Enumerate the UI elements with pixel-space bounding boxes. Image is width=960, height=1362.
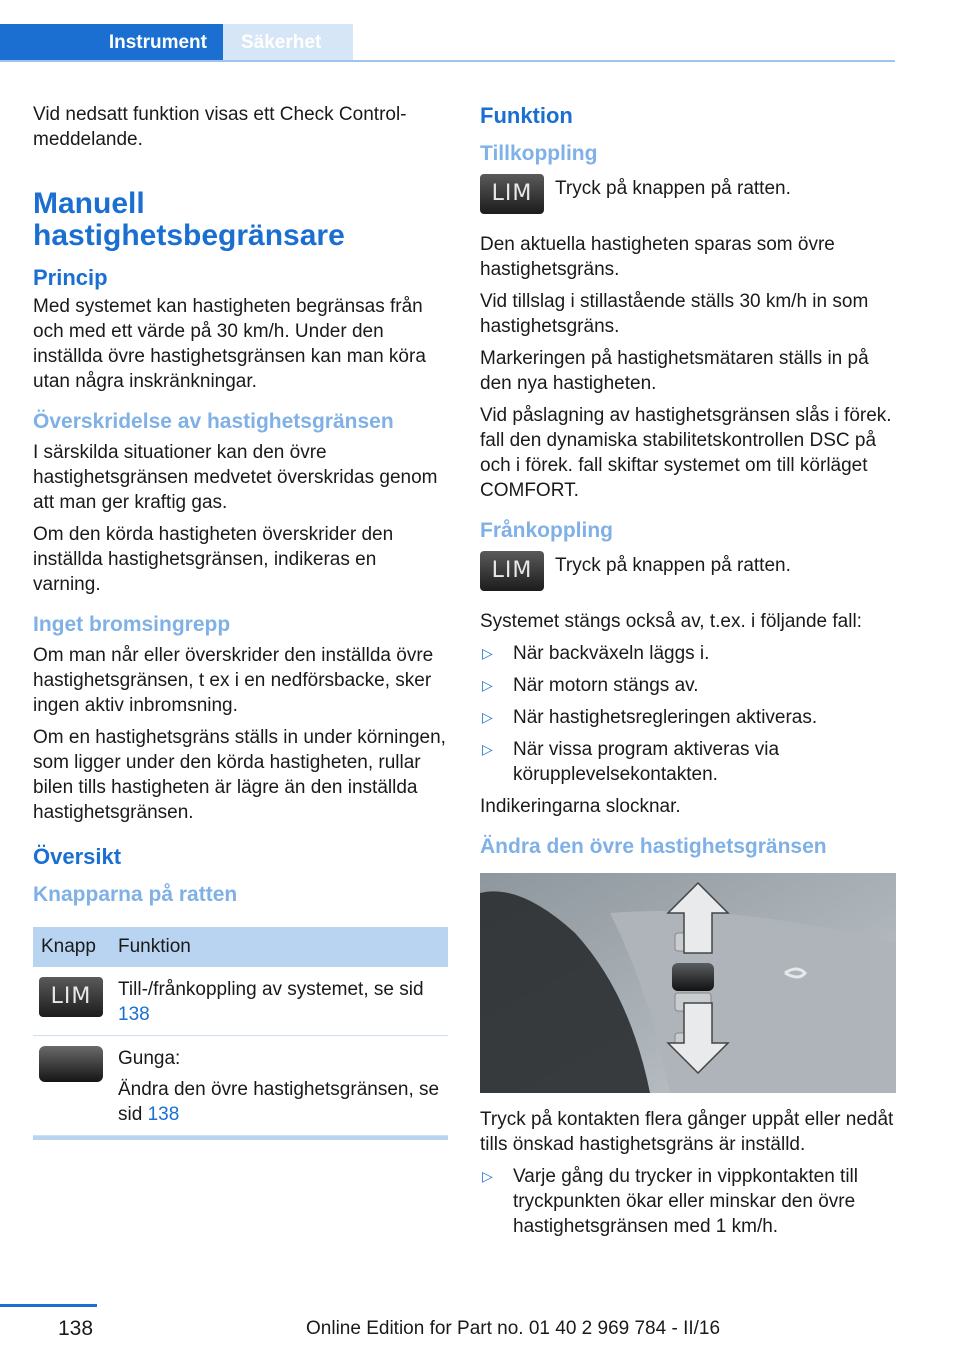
till-text-4: Vid påslagning av hastighetsgränsen slås i förek. fall den dynamiska stabilitetskontrollen DSC på och i förek. fall skiftar systemet om till körläget COMFORT. <box>480 405 892 501</box>
table-cell-text <box>110 1036 448 1136</box>
list-item: ▷ När backväxeln läggs i. <box>482 643 710 664</box>
funktion-heading: Funktion <box>480 103 573 128</box>
page-link[interactable]: 138 <box>118 1004 150 1025</box>
andra-list <box>480 1164 896 1239</box>
fran-list <box>480 641 896 787</box>
footer-rule <box>0 1304 97 1307</box>
col-funktion: Funktion <box>110 927 448 967</box>
andra-heading: Ändra den övre hastighetsgränsen <box>480 835 827 858</box>
overskridelse-text-1: I särskilda situationer kan den övre hastighetsgränsen medvetet överskridas genom att man ger kraftig gas. <box>33 442 438 513</box>
broms-text-1: Om man når eller överskrider den inställda övre hastighetsgränsen, t ex i en nedförsbacke, sker ingen aktiv inbromsning. <box>33 645 434 716</box>
page-link[interactable]: 138 <box>147 1104 180 1125</box>
buttons-table <box>33 927 448 1136</box>
online-edition-text: Online Edition for Part no. 01 40 2 969 784 - II/16 <box>306 1318 721 1339</box>
till-text-3: Markeringen på hastighetsmätaren ställs in på den nya hastigheten. <box>480 348 869 394</box>
triangle-bullet-icon: ▷ <box>482 1168 493 1184</box>
triangle-bullet-icon: ▷ <box>482 677 493 693</box>
broms-text-2: Om en hastighetsgräns ställs in under körningen, som ligger under den körda hastigheten, rullar bilen tills hastigheten är lägre än den inställda hastighetsgränsen. <box>33 727 446 823</box>
table-cell-text <box>110 967 448 1036</box>
row1-text: Till-/frånkoppling av systemet, se sid <box>118 979 424 1000</box>
row2-text-2: Ändra den övre hastighetsgränsen, se sid 138 <box>118 1079 440 1125</box>
frankoppling-press-text: Tryck på knappen på ratten. <box>555 555 791 576</box>
tab-sakerhet[interactable] <box>223 24 353 60</box>
table-cell-icon <box>33 967 110 1036</box>
table-row <box>33 1036 448 1136</box>
table-cell-icon <box>33 1036 110 1136</box>
list-item: ▷ När motorn stängs av. <box>482 675 699 696</box>
tab-sakerhet-label: Säkerhet <box>241 32 322 53</box>
list-item: ▷ Varje gång du trycker in vippkontakten till tryckpunkten ökar eller minskar den övre hastighetsgränsen med 1 km/h. <box>482 1166 858 1237</box>
frankoppling-heading: Frånkoppling <box>480 519 613 542</box>
steering-wheel-illustration <box>480 873 896 1093</box>
fran-text-2: Indikeringarna slocknar. <box>480 796 681 817</box>
frankoppling-button-row <box>480 551 896 597</box>
andra-text-1: Tryck på kontakten flera gånger uppåt eller nedåt tills önskad hastighetsgräns är inställd. <box>480 1109 894 1155</box>
princip-heading: Princip <box>33 265 108 290</box>
header-divider <box>0 60 895 62</box>
steering-wheel-photo <box>480 873 896 1093</box>
tab-instrument-label: Instrument <box>108 32 207 53</box>
oversikt-heading: Översikt <box>33 844 122 869</box>
overskridelse-heading: Överskridelse av hastighetsgränsen <box>33 410 394 433</box>
fran-text-1: Systemet stängs också av, t.ex. i följande fall: <box>480 611 862 632</box>
princip-text: Med systemet kan hastigheten begränsas från och med ett värde på 30 km/h. Under den inställda övre hastighetsgränsen kan man köra utan några inskränkningar. <box>33 296 426 392</box>
triangle-bullet-icon: ▷ <box>482 709 493 725</box>
list-item: ▷ När hastighetsregleringen aktiveras. <box>482 707 818 728</box>
list-item: ▷ När vissa program aktiveras via körupplevelsekontakten. <box>482 739 780 785</box>
knappar-heading: Knapparna på ratten <box>33 883 238 906</box>
tillkoppling-press-text: Tryck på knappen på ratten. <box>555 178 791 199</box>
overskridelse-text-2: Om den körda hastigheten överskrider den inställda hastighetsgränsen, indikeras en varning. <box>33 524 394 595</box>
table-bottom-rule <box>33 1136 448 1140</box>
lim-button-icon: LIM <box>480 551 544 591</box>
rocker-switch-icon <box>39 1046 103 1082</box>
triangle-bullet-icon: ▷ <box>482 741 493 757</box>
page-title: Manuell hastighetsbegränsare <box>33 187 345 252</box>
page-number: 138 <box>58 1317 94 1340</box>
till-text-2: Vid tillslag i stillastående ställs 30 km/h in som hastighetsgräns. <box>480 291 869 337</box>
triangle-bullet-icon: ▷ <box>482 645 493 661</box>
row2-text-1: Gunga: <box>118 1048 181 1069</box>
tab-instrument[interactable] <box>0 24 223 62</box>
till-text-1: Den aktuella hastigheten sparas som övre hastighetsgräns. <box>480 234 835 280</box>
table-row <box>33 967 448 1036</box>
tillkoppling-button-row <box>480 174 896 220</box>
lim-button-icon: LIM <box>480 174 544 214</box>
broms-heading: Inget bromsingrepp <box>33 613 231 636</box>
table-header-row <box>33 927 448 967</box>
tillkoppling-heading: Tillkoppling <box>480 142 598 165</box>
col-knapp: Knapp <box>33 927 110 967</box>
lim-button-icon: LIM <box>39 977 103 1017</box>
intro-text: Vid nedsatt funktion visas ett Check Control-meddelande. <box>33 104 407 150</box>
right-column <box>480 102 896 1246</box>
header-bar <box>0 24 895 62</box>
left-column <box>33 102 448 1140</box>
